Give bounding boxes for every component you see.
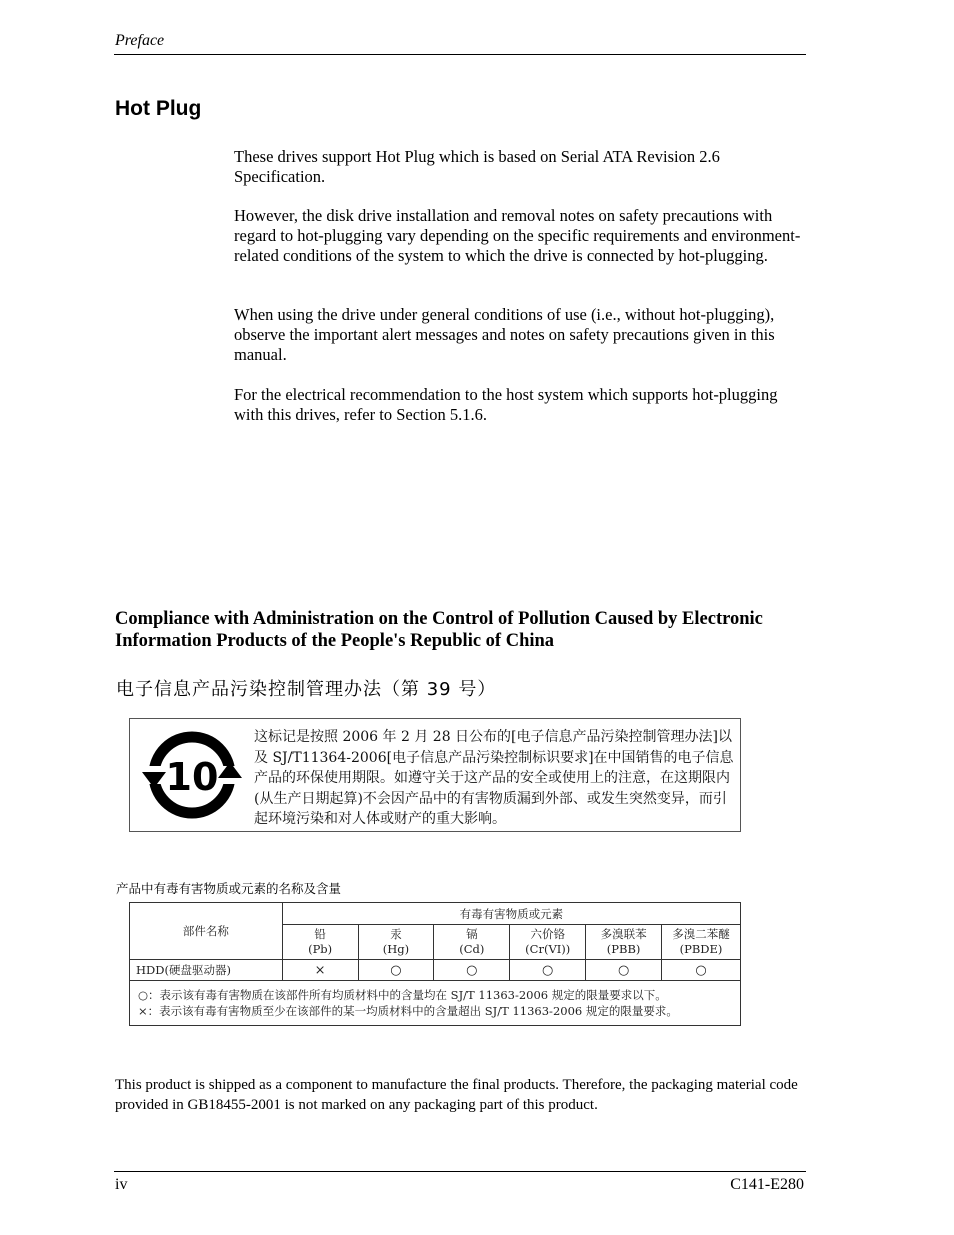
hazardous-substances-table: [129, 902, 741, 1026]
substance-header: [662, 925, 741, 960]
substance-header: [586, 925, 662, 960]
substance-value-cell: ○: [358, 960, 434, 981]
substance-header: [510, 925, 586, 960]
header-rule: [114, 54, 806, 55]
recycle-period-10-logo-icon: [140, 729, 244, 821]
substance-header: [358, 925, 434, 960]
hot-plug-paragraph: For the electrical recommendation to the host system which supports hot-plugging with this drives, refer to Section 5.1.6.: [234, 385, 778, 424]
substance-name: 镉: [466, 927, 478, 941]
substances-group-header: 有毒有害物质或元素: [282, 903, 740, 925]
running-header: Preface: [115, 32, 165, 49]
document-code: C141-E280: [730, 1176, 804, 1193]
page-number: iv: [115, 1176, 128, 1193]
substance-code: (Cd): [459, 942, 485, 956]
substance-header: [282, 925, 358, 960]
substance-name: 铅: [314, 927, 326, 941]
part-name-cell: HDD(硬盘驱动器): [130, 960, 283, 981]
substance-value-cell: ○: [434, 960, 510, 981]
hot-plug-paragraph: When using the drive under general conditions of use (i.e., without hot-plugging), observe the important alert messages and notes on safety precautions given in this manual.: [234, 305, 775, 364]
hot-plug-paragraph: These drives support Hot Plug which is based on Serial ATA Revision 2.6 Specification.: [234, 147, 720, 186]
substance-value-cell: ○: [662, 960, 741, 981]
hot-plug-heading: Hot Plug: [115, 97, 202, 120]
table-row: [130, 960, 741, 981]
substance-code: (PBDE): [679, 942, 723, 956]
substance-code: (Pb): [308, 942, 333, 956]
environmental-label-box: [129, 718, 741, 832]
hot-plug-paragraph: However, the disk drive installation and removal notes on safety precautions with regard to hot-plugging vary depending on the specific requirements and environment-related conditions of the system to which the drive is connected by hot-plugging.: [234, 206, 801, 265]
footer-rule: [114, 1171, 806, 1172]
logo-number: 10: [165, 755, 219, 799]
substance-header: [434, 925, 510, 960]
regulation-title: 电子信息产品污染控制管理办法（第 39 号）: [116, 679, 497, 700]
substance-code: (PBB): [606, 942, 641, 956]
substance-name: 汞: [390, 927, 402, 941]
substance-name: 多溴联苯: [600, 927, 647, 941]
note-line: ×：表示该有毒有害物质至少在该部件的某一均质材料中的含量超出 SJ/T 11363-2006 规定的限量要求。: [138, 1004, 678, 1018]
note-line: ○：表示该有毒有害物质在该部件所有均质材料中的含量均在 SJ/T 11363-2006 规定的限量要求以下。: [138, 988, 667, 1002]
part-name-header: 部件名称: [130, 903, 283, 960]
compliance-heading: Compliance with Administration on the Control of Pollution Caused by Electronic Information Products of the People's Republic of China: [115, 609, 763, 651]
substance-value-cell: ×: [282, 960, 358, 981]
substance-code: (Hg): [382, 942, 410, 956]
substance-value-cell: ○: [586, 960, 662, 981]
environmental-label-text: 这标记是按照 2006 年 2 月 28 日公布的[电子信息产品污染控制管理办法]以及 SJ/T11364-2006[电子信息产品污染控制标识要求]在中国销售的电子信息产品的环保使用期限。如遵守关于这产品的安全或使用上的注意，在这期限内(从生产日期起算)不会因产品中的有害物质漏到外部、或发生突然变异，而引起环境污染和对人体或财产的重大影响。: [254, 729, 734, 827]
substance-name: 多溴二苯醚: [672, 927, 730, 941]
substance-value-cell: ○: [510, 960, 586, 981]
hazardous-substances-caption: 产品中有毒有害物质或元素的名称及含量: [116, 881, 342, 896]
substance-name: 六价铬: [530, 927, 565, 941]
substance-code: (Cr(VI)): [525, 942, 571, 956]
table-notes: [130, 981, 741, 1026]
packaging-note: This product is shipped as a component to manufacture the final products. Therefore, the packaging material code provided in GB18455-2001 is not marked on any packaging part of this product.: [115, 1077, 798, 1113]
